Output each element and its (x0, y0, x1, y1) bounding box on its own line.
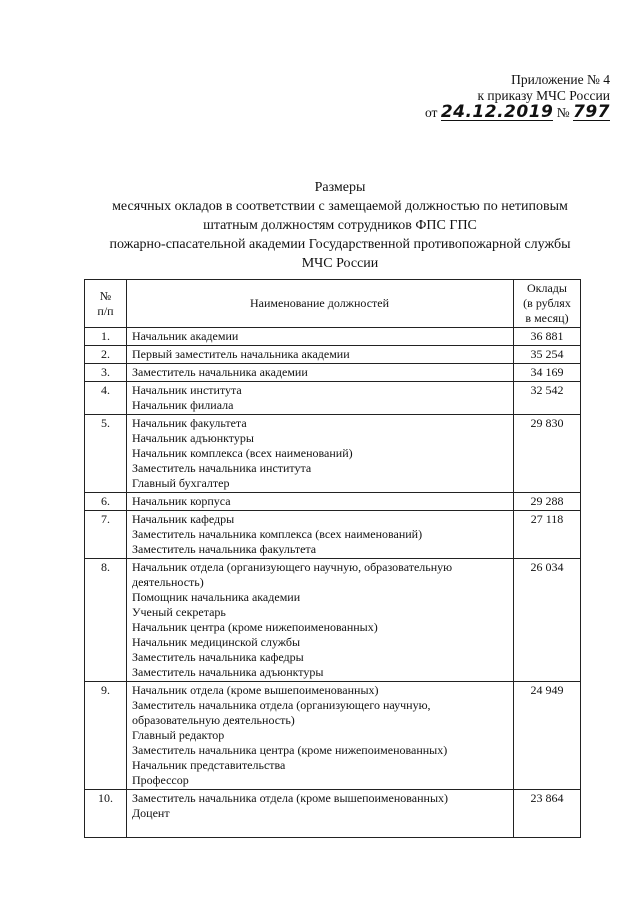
row-salary: 23 864 (514, 790, 581, 838)
position-name: Заместитель начальника отдела (организующего научную, (132, 698, 431, 712)
table-row (85, 511, 581, 559)
title-line-2: месячных окладов в соответствии с замещаемой должностью по нетиповым (112, 199, 568, 214)
row-salary: 24 949 (514, 682, 581, 790)
row-positions (127, 415, 514, 493)
title-line-1: Размеры (314, 180, 366, 195)
row-positions (127, 511, 514, 559)
row-positions (127, 790, 514, 838)
position-name: Заместитель начальника адъюнктуры (132, 665, 324, 679)
document-title (60, 178, 620, 273)
row-positions (127, 346, 514, 364)
table-row (85, 415, 581, 493)
table-row (85, 328, 581, 346)
position-name: Главный редактор (132, 728, 225, 742)
title-line-5: МЧС России (301, 256, 379, 271)
position-name: Помощник начальника академии (132, 590, 301, 604)
title-line-3: штатным должностям сотрудников ФПС ГПС (203, 218, 477, 233)
position-name: Профессор (132, 773, 189, 787)
table-row (85, 382, 581, 415)
row-positions (127, 559, 514, 682)
position-name: Начальник факультета (132, 416, 247, 430)
table-row (85, 559, 581, 682)
row-salary: 35 254 (514, 346, 581, 364)
position-name: Первый заместитель начальника академии (132, 347, 350, 361)
row-number: 9. (85, 682, 127, 790)
row-positions (127, 493, 514, 511)
row-salary: 36 881 (514, 328, 581, 346)
position-name: Начальник центра (кроме нижепоименованных) (132, 620, 378, 634)
from-label: от (424, 105, 438, 120)
position-name: Начальник института (132, 383, 242, 397)
position-name: Начальник корпуса (132, 494, 231, 508)
position-name: Начальник отдела (организующего научную, образовательную (132, 560, 453, 574)
position-name: Ученый секретарь (132, 605, 226, 619)
position-name: Заместитель начальника академии (132, 365, 308, 379)
row-salary: 26 034 (514, 559, 581, 682)
position-name: Начальник медицинской службы (132, 635, 301, 649)
position-name: Заместитель начальника отдела (кроме вышепоименованных) (132, 791, 449, 805)
header-salary: Оклады (в рублях в месяц) (514, 280, 581, 328)
position-name: Начальник комплекса (всех наименований) (132, 446, 353, 460)
title-line-4: пожарно-спасательной академии Государственной противопожарной службы (109, 237, 571, 252)
number-label: № (556, 105, 570, 120)
position-name: деятельность) (132, 575, 204, 589)
position-name: Заместитель начальника института (132, 461, 312, 475)
table-row (85, 346, 581, 364)
table-row (85, 493, 581, 511)
header-position-name: Наименование должностей (127, 280, 514, 328)
row-positions (127, 328, 514, 346)
appendix-order-ref: к приказу МЧС России (477, 88, 610, 103)
position-name: Начальник отдела (кроме вышепоименованных) (132, 683, 379, 697)
row-number: 7. (85, 511, 127, 559)
table-body (85, 328, 581, 838)
position-name: Начальник адъюнктуры (132, 431, 254, 445)
appendix-block (380, 72, 610, 121)
position-name (132, 821, 507, 836)
order-date: 24.12.2019 (440, 102, 554, 122)
row-salary: 34 169 (514, 364, 581, 382)
row-number: 6. (85, 493, 127, 511)
row-number: 1. (85, 328, 127, 346)
row-number: 3. (85, 364, 127, 382)
row-number: 4. (85, 382, 127, 415)
row-salary: 29 830 (514, 415, 581, 493)
position-name: Начальник академии (132, 329, 239, 343)
table-row (85, 682, 581, 790)
row-number: 2. (85, 346, 127, 364)
row-number: 8. (85, 559, 127, 682)
position-name: Доцент (132, 806, 170, 820)
appendix-date-line (380, 104, 610, 121)
position-name: Заместитель начальника комплекса (всех наименований) (132, 527, 423, 541)
salary-table (84, 279, 581, 838)
row-salary: 29 288 (514, 493, 581, 511)
table-header-row (85, 280, 581, 328)
order-number: 797 (573, 102, 610, 122)
row-positions (127, 364, 514, 382)
header-number: № п/п (85, 280, 127, 328)
table-row (85, 790, 581, 838)
row-positions (127, 682, 514, 790)
appendix-title: Приложение № 4 (511, 72, 610, 87)
position-name: Начальник филиала (132, 398, 234, 412)
position-name: Главный бухгалтер (132, 476, 230, 490)
row-salary: 32 542 (514, 382, 581, 415)
position-name: Заместитель начальника факультета (132, 542, 317, 556)
position-name: Начальник представительства (132, 758, 286, 772)
row-number: 10. (85, 790, 127, 838)
row-positions (127, 382, 514, 415)
row-number: 5. (85, 415, 127, 493)
position-name: Начальник кафедры (132, 512, 235, 526)
table-row (85, 364, 581, 382)
position-name: Заместитель начальника центра (кроме нижепоименованных) (132, 743, 448, 757)
row-salary: 27 118 (514, 511, 581, 559)
position-name: образовательную деятельность) (132, 713, 295, 727)
position-name: Заместитель начальника кафедры (132, 650, 304, 664)
